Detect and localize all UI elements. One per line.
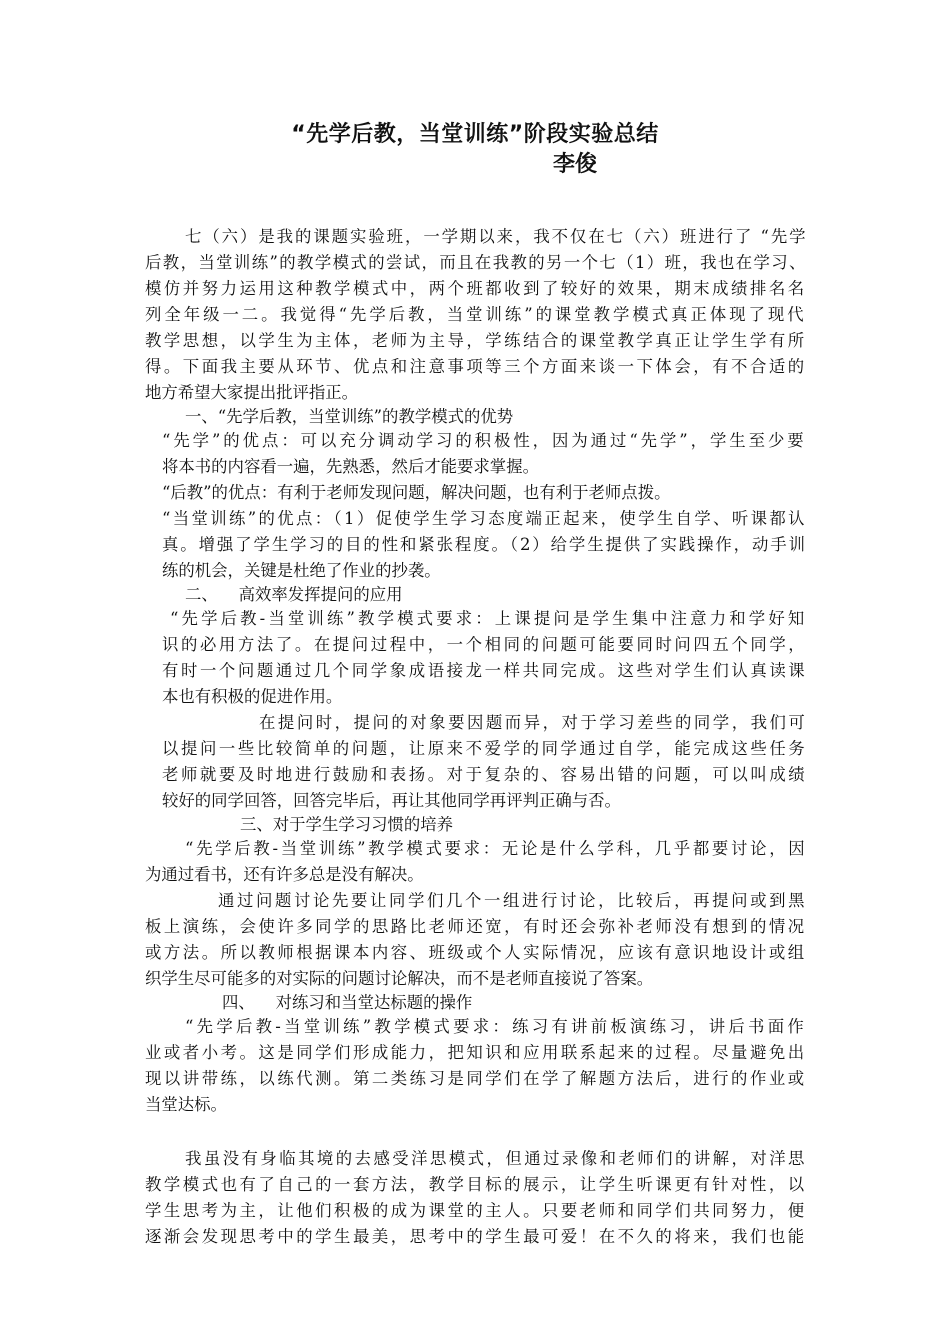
body-line: 较好的同学回答，回答完毕后，再让其他同学再评判正确与否。 [162, 791, 621, 810]
section-heading: 三、对于学生学习习惯的培养 [240, 815, 454, 834]
body-line: 在提问时，提问的对象要因题而异，对于学习差些的同学，我们可 [259, 713, 808, 732]
body-line: 业或者小考。这是同学们形成能力，把知识和应用联系起来的过程。尽量避免出 [145, 1043, 807, 1062]
body-line: “后教”的优点：有利于老师发现问题，解决问题，也有利于老师点拨。 [162, 483, 671, 502]
body-line: “先学后教-当堂训练”教学模式要求：无论是什么学科，几乎都要讨论，因 [185, 839, 808, 858]
body-line: 通过问题讨论先要让同学们几个一组进行讨论，比较后，再提问或到黑 [218, 891, 808, 910]
document-title: “先学后教，当堂训练”阶段实验总结 [291, 122, 659, 147]
body-line: 识的必用方法了。在提问过程中，一个相同的问题可能要同时问四五个同学， [162, 635, 808, 654]
body-line: “先学”的优点：可以充分调动学习的积极性，因为通过“先学”，学生至少要 [162, 431, 807, 450]
section-heading: 四、 对练习和当堂达标题的操作 [222, 993, 473, 1012]
body-line: 七（六）是我的课题实验班，一学期以来，我不仅在七（六）班进行了 “先学 [185, 227, 808, 246]
body-line: 练的机会，关键是杜绝了作业的抄袭。 [162, 561, 441, 580]
body-line: 得。下面我主要从环节、优点和注意事项等三个方面来谈一下体会，有不合适的 [145, 357, 807, 376]
body-line: “先学后教-当堂训练”教学模式要求：练习有讲前板演练习，讲后书面作 [185, 1017, 808, 1036]
section-heading: 二、 高效率发挥提问的应用 [185, 585, 403, 604]
section-heading: 一、“先学后教，当堂训练”的教学模式的优势 [185, 407, 514, 426]
body-line: 或方法。所以教师根据课本内容、班级或个人实际情况，应该有意识地设计或组 [145, 943, 807, 962]
body-line: 列全年级一二。我觉得“先学后教，当堂训练”的课堂教学模式真正体现了现代 [145, 305, 807, 324]
body-line: 后教，当堂训练”的教学模式的尝试，而且在我教的另一个七（1）班，我也在学习、 [145, 253, 807, 272]
body-line: 地方希望大家提出批评指正。 [145, 383, 359, 402]
body-line: 有时一个问题通过几个同学象成语接龙一样共同完成。这些对学生们认真读课 [162, 661, 808, 680]
body-line: 板上演练，会使许多同学的思路比老师还宽，有时还会弥补老师没有想到的情况 [145, 917, 807, 936]
body-line: 现以讲带练，以练代测。第二类练习是同学们在学了解题方法后，进行的作业或 [145, 1069, 807, 1088]
body-line: “先学后教-当堂训练”教学模式要求：上课提问是学生集中注意力和学好知 [170, 609, 808, 628]
body-line: 为通过看书，还有许多总是没有解决。 [145, 865, 424, 884]
body-line: 以提问一些比较简单的问题，让原来不爱学的同学通过自学，能完成这些任务 [162, 739, 808, 758]
body-line: 将本书的内容看一遍，先熟悉，然后才能要求掌握。 [162, 457, 539, 476]
body-line: 当堂达标。 [145, 1095, 227, 1114]
body-line: “当堂训练”的优点：（1）促使学生学习态度端正起来，使学生自学、听课都认 [162, 509, 807, 528]
body-line: 模仿并努力运用这种教学模式中，两个班都收到了较好的效果，期末成绩排名名 [145, 279, 807, 298]
body-line: 教学思想，以学生为主体，老师为主导，学练结合的课堂教学真正让学生学有所 [145, 331, 807, 350]
body-line: 我虽没有身临其境的去感受洋思模式，但通过录像和老师们的讲解，对洋思 [185, 1149, 807, 1168]
body-line: 织学生尽可能多的对实际的问题讨论解决，而不是老师直接说了答案。 [145, 969, 654, 988]
body-line: 本也有积极的促进作用。 [162, 687, 343, 706]
body-line: 真。增强了学生学习的目的性和紧张程度。（2）给学生提供了实践操作，动手训 [162, 535, 807, 554]
body-line: 学生思考为主，让他们积极的成为课堂的主人。只要老师和同学们共同努力，便 [145, 1201, 807, 1220]
body-line: 逐渐会发现思考中的学生最美，思考中的学生最可爱！在不久的将来，我们也能 [145, 1227, 807, 1246]
document-author: 李俊 [553, 152, 598, 177]
body-line: 老师就要及时地进行鼓励和表扬。对于复杂的、容易出错的问题，可以叫成绩 [162, 765, 808, 784]
body-line: 教学模式也有了自己的一套方法，教学目标的展示，让学生听课更有针对性，以 [145, 1175, 807, 1194]
